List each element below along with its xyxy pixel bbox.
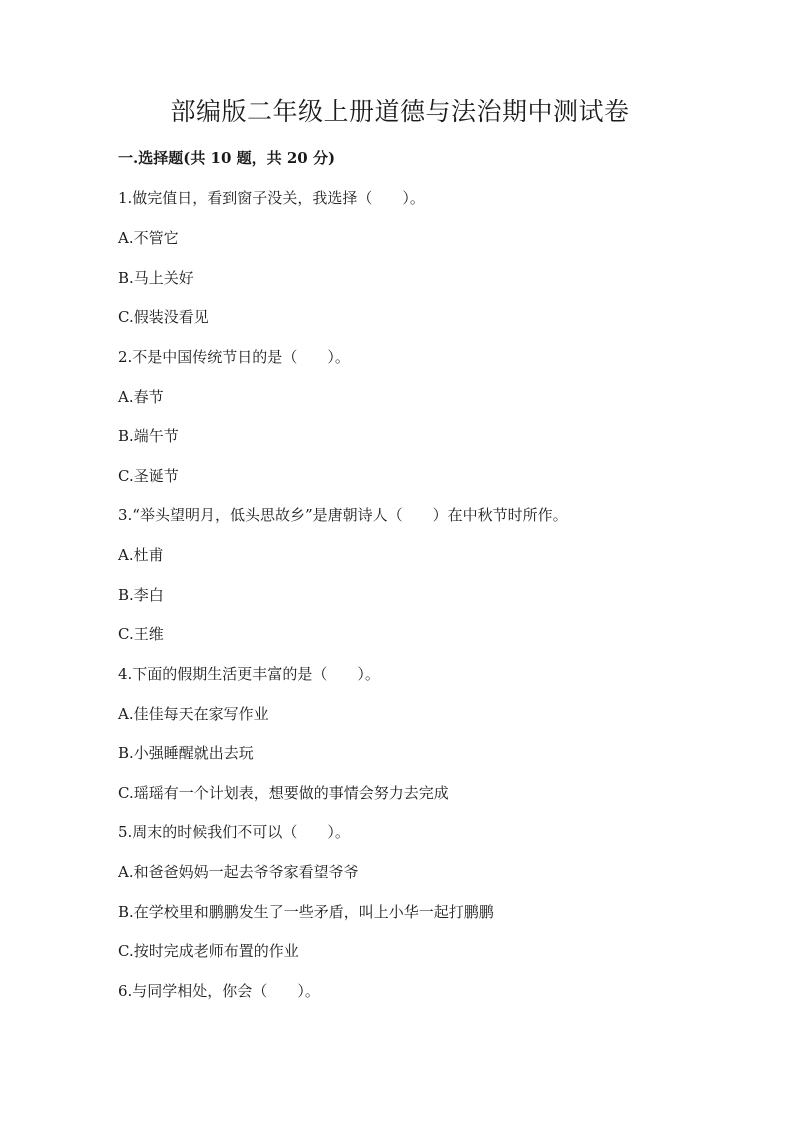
question-5-stem: 5.周末的时候我们不可以（ ）。 [118, 823, 350, 841]
question-5-option-a: A.和爸爸妈妈一起去爷爷家看望爷爷 [118, 863, 359, 881]
question-6-stem: 6.与同学相处，你会（ ）。 [118, 982, 320, 1000]
question-3-option-c: C.王维 [118, 625, 164, 643]
page-title: 部编版二年级上册道德与法治期中测试卷 [170, 97, 630, 126]
question-3-stem: 3.“举头望明月，低头思故乡”是唐朝诗人（ ）在中秋节时所作。 [118, 506, 568, 524]
question-5-option-c: C.按时完成老师布置的作业 [118, 942, 299, 960]
question-3-option-a: A.杜甫 [118, 546, 164, 564]
question-2-option-c: C.圣诞节 [118, 467, 179, 485]
question-2-stem: 2.不是中国传统节日的是（ ）。 [118, 348, 350, 366]
question-4-option-c: C.瑶瑶有一个计划表，想要做的事情会努力去完成 [118, 784, 449, 802]
question-1-option-c: C.假装没看见 [118, 308, 209, 326]
question-2-option-b: B.端午节 [118, 427, 179, 445]
question-4-option-a: A.佳佳每天在家写作业 [118, 705, 269, 723]
question-5-option-b: B.在学校里和鹏鹏发生了一些矛盾，叫上小华一起打鹏鹏 [118, 903, 494, 921]
question-4-stem: 4.下面的假期生活更丰富的是（ ）。 [118, 665, 380, 683]
section-heading: 一.选择题(共 10 题，共 20 分) [118, 149, 336, 167]
question-1-stem: 1.做完值日，看到窗子没关，我选择（ ）。 [118, 189, 425, 207]
question-1-option-a: A.不管它 [118, 229, 179, 247]
question-3-option-b: B.李白 [118, 586, 164, 604]
question-4-option-b: B.小强睡醒就出去玩 [118, 744, 254, 762]
question-2-option-a: A.春节 [118, 388, 164, 406]
question-1-option-b: B.马上关好 [118, 269, 194, 287]
